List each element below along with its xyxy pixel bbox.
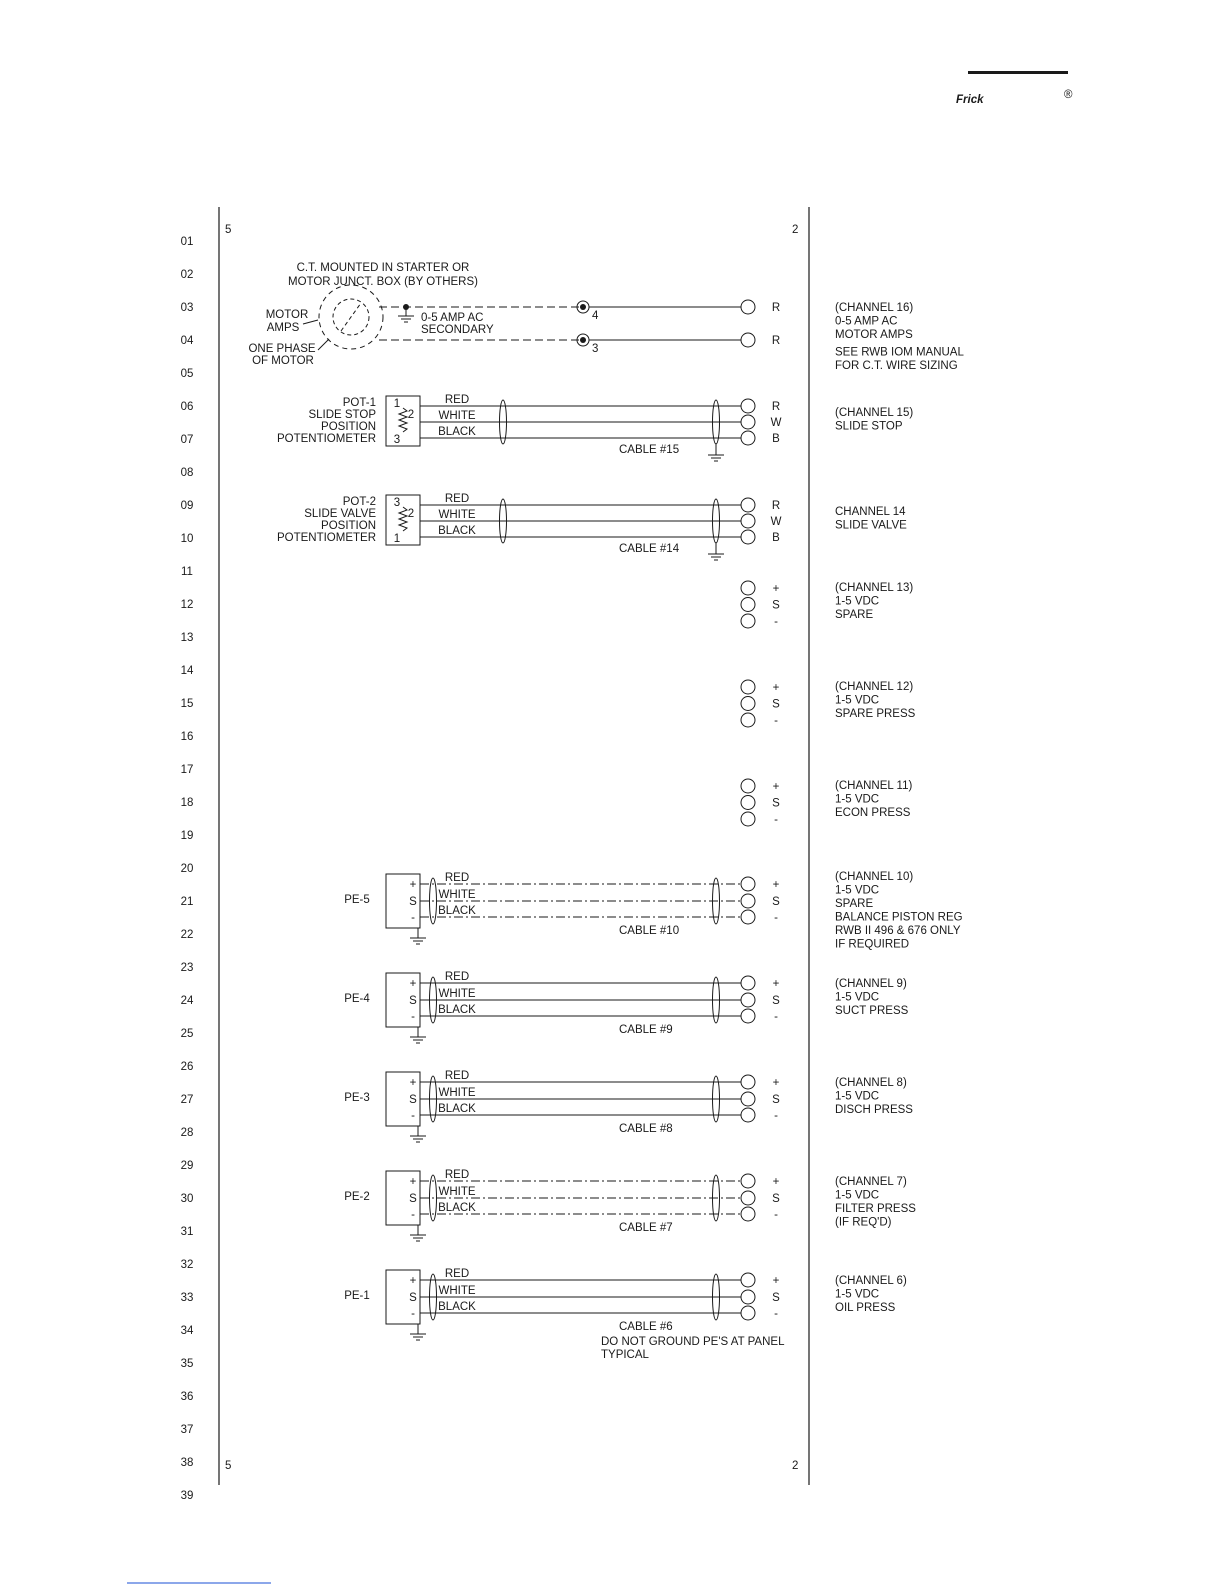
panel-terminal-label: - xyxy=(774,715,778,727)
pot-description: SLIDE STOP xyxy=(308,409,376,421)
panel-terminal xyxy=(741,333,755,347)
transducer-pin: + xyxy=(409,978,417,990)
transducer-pin: - xyxy=(411,1209,415,1221)
panel-terminal-label: + xyxy=(772,583,780,595)
panel-terminal xyxy=(741,1108,755,1122)
resistor-icon xyxy=(399,408,407,432)
motor-amps-line-1: MOTOR xyxy=(265,309,309,321)
channel-detail: MOTOR AMPS xyxy=(835,329,913,341)
channel-detail: FILTER PRESS xyxy=(835,1203,916,1215)
channel-description xyxy=(835,302,964,372)
panel-terminal-label: B xyxy=(772,433,780,445)
cable-label: CABLE #7 xyxy=(619,1222,673,1234)
pressure-transducer-section xyxy=(344,872,780,1340)
ground-icon xyxy=(410,1327,426,1340)
row-number: 19 xyxy=(180,830,194,842)
row-number: 16 xyxy=(180,731,194,743)
row-number: 15 xyxy=(180,698,194,710)
row-number: 39 xyxy=(180,1490,194,1502)
panel-terminal xyxy=(741,697,755,711)
cable-label: CABLE #8 xyxy=(619,1123,673,1135)
row-number: 21 xyxy=(180,896,194,908)
pot-pin: 3 xyxy=(393,497,401,509)
channel-detail: SLIDE VALVE xyxy=(835,519,907,532)
terminal-label-3: 3 xyxy=(592,343,599,355)
pot-pin: 1 xyxy=(393,398,401,410)
ground-icon xyxy=(410,1030,426,1043)
channel-detail: 1-5 VDC xyxy=(835,595,880,608)
row-number: 02 xyxy=(180,269,194,281)
row-number: 07 xyxy=(180,434,194,446)
channel-detail: SLIDE STOP xyxy=(835,420,903,433)
transducer-pin: + xyxy=(409,879,417,891)
wire-color-label: BLACK xyxy=(438,1301,476,1313)
channel-description xyxy=(835,582,913,621)
channel-description xyxy=(835,871,963,951)
channel-detail: 1-5 VDC xyxy=(835,884,880,897)
channel-detail: FOR C.T. WIRE SIZING xyxy=(835,360,958,372)
row-number: 04 xyxy=(180,335,194,347)
row-number: 32 xyxy=(180,1259,194,1271)
column-number-bottom-left: 5 xyxy=(225,1460,232,1472)
channel-detail: RWB II 496 & 676 ONLY xyxy=(835,925,961,937)
panel-terminal xyxy=(741,431,755,445)
panel-terminal-label: S xyxy=(772,1094,780,1106)
wire-color-label: RED xyxy=(444,872,470,884)
pressure-transducer-2 xyxy=(344,1169,780,1241)
row-numbers xyxy=(181,236,194,1502)
ct-secondary-line-1: 0-5 AMP AC xyxy=(421,312,484,324)
ground-icon xyxy=(410,1228,426,1241)
panel-terminal-label: - xyxy=(774,814,778,826)
potentiometer-2 xyxy=(277,493,782,560)
potentiometer-section xyxy=(277,394,782,560)
wire-color-label: BLACK xyxy=(438,525,476,537)
wire-color-label: RED xyxy=(444,1070,470,1082)
transducer-pin: - xyxy=(411,912,415,924)
channel-title: (CHANNEL 6) xyxy=(835,1275,907,1287)
panel-terminal xyxy=(741,779,755,793)
panel-terminal xyxy=(741,910,755,924)
ct-header-line-1: C.T. MOUNTED IN STARTER OR xyxy=(296,262,470,274)
spare-terminal-group xyxy=(741,779,780,826)
motor-amps-line-2: AMPS xyxy=(266,322,300,334)
panel-terminal xyxy=(741,1174,755,1188)
panel-terminal-label: - xyxy=(774,1308,778,1320)
channel-detail: ECON PRESS xyxy=(835,807,911,819)
channel-title: (CHANNEL 10) xyxy=(835,871,914,883)
ground-icon xyxy=(410,1129,426,1142)
panel-terminal-label: + xyxy=(772,1275,780,1287)
panel-terminal xyxy=(741,713,755,727)
spare-terminal-group xyxy=(741,680,780,727)
pot-pin: 2 xyxy=(407,409,415,421)
panel-terminal-label: B xyxy=(772,532,780,544)
frick-logo xyxy=(956,71,1073,106)
panel-terminal xyxy=(741,581,755,595)
channel-detail: 1-5 VDC xyxy=(835,1090,880,1103)
pot-pin: 2 xyxy=(407,508,415,520)
row-number: 38 xyxy=(180,1457,194,1469)
transducer-name: PE-5 xyxy=(344,894,370,906)
panel-terminal-label: R xyxy=(771,401,781,413)
panel-terminal-label: S xyxy=(772,698,780,711)
wire-color-label: WHITE xyxy=(438,509,476,521)
channel-title: (CHANNEL 9) xyxy=(835,978,907,990)
wire-color-label: BLACK xyxy=(438,1103,476,1115)
wire-color-label: BLACK xyxy=(438,1202,476,1214)
row-number: 20 xyxy=(180,863,194,875)
channel-description xyxy=(835,1077,913,1116)
panel-terminal-label: - xyxy=(774,616,778,628)
row-number: 36 xyxy=(180,1391,194,1403)
panel-terminal xyxy=(741,1009,755,1023)
spare-terminal-section xyxy=(741,581,780,826)
pot-description: SLIDE VALVE xyxy=(304,508,376,520)
wire-color-label: RED xyxy=(444,971,470,983)
panel-terminal-label: - xyxy=(774,1209,778,1221)
channel-title: (CHANNEL 13) xyxy=(835,582,914,594)
panel-terminal xyxy=(741,498,755,512)
panel-terminal-label: S xyxy=(772,797,780,810)
resistor-icon xyxy=(399,507,407,531)
one-phase-line-1: ONE PHASE xyxy=(248,343,316,355)
channel-detail: SPARE xyxy=(835,898,874,910)
panel-terminal-label: + xyxy=(772,978,780,990)
wire-color-label: RED xyxy=(444,493,470,505)
row-number: 31 xyxy=(180,1226,194,1238)
channel-detail: SPARE PRESS xyxy=(835,708,916,720)
panel-terminal xyxy=(741,877,755,891)
panel-terminal-label: R xyxy=(771,335,781,347)
channel-detail: (IF REQ'D) xyxy=(835,1216,892,1229)
pot-pin: 3 xyxy=(393,434,401,446)
panel-terminal xyxy=(741,1273,755,1287)
row-number: 13 xyxy=(180,632,194,644)
row-number: 09 xyxy=(180,500,194,512)
column-number-top-left: 5 xyxy=(225,224,232,236)
row-number: 03 xyxy=(180,302,194,314)
panel-terminal xyxy=(741,300,755,314)
panel-terminal xyxy=(741,1075,755,1089)
pot-pin: 1 xyxy=(393,533,401,545)
panel-terminal xyxy=(741,1290,755,1304)
pot-description: POTENTIOMETER xyxy=(276,532,376,544)
panel-terminal xyxy=(741,514,755,528)
note-line-1: DO NOT GROUND PE'S AT PANEL xyxy=(601,1336,785,1348)
ct-secondary-line-2: SECONDARY xyxy=(421,324,494,336)
cable-label: CABLE #15 xyxy=(619,444,680,456)
panel-terminal xyxy=(741,530,755,544)
pressure-transducer-4 xyxy=(344,971,780,1043)
panel-terminal xyxy=(741,993,755,1007)
panel-terminal-label: + xyxy=(772,1077,780,1089)
row-number: 28 xyxy=(180,1127,194,1139)
transducer-pin: + xyxy=(409,1275,417,1287)
channel-description xyxy=(835,1176,916,1229)
panel-terminal xyxy=(741,1207,755,1221)
row-number: 05 xyxy=(180,368,194,380)
row-number: 26 xyxy=(180,1061,194,1073)
one-phase-line-2: OF MOTOR xyxy=(252,355,314,367)
row-number: 25 xyxy=(180,1028,194,1040)
panel-terminal-label: S xyxy=(772,1292,780,1304)
channel-descriptions xyxy=(835,302,964,1314)
pot-description: POTENTIOMETER xyxy=(276,433,376,445)
pot-description: POSITION xyxy=(321,421,376,433)
cable-label: CABLE #10 xyxy=(619,925,680,937)
channel-title: (CHANNEL 11) xyxy=(835,780,913,792)
channel-title: (CHANNEL 15) xyxy=(835,407,914,419)
panel-terminal xyxy=(741,1191,755,1205)
channel-description xyxy=(835,681,916,720)
transducer-pin: S xyxy=(409,1193,417,1205)
transducer-pin: S xyxy=(409,995,417,1007)
panel-terminal xyxy=(741,399,755,413)
ct-section xyxy=(248,262,780,367)
row-number: 06 xyxy=(180,401,194,413)
row-number: 22 xyxy=(180,929,194,941)
pressure-transducer-5 xyxy=(344,872,780,944)
panel-terminal-label: R xyxy=(771,302,781,314)
channel-detail: 0-5 AMP AC xyxy=(835,315,898,328)
ground-icon xyxy=(708,448,724,461)
logo-text: Frick xyxy=(956,94,984,106)
wire-color-label: WHITE xyxy=(438,1186,476,1198)
transducer-name: PE-1 xyxy=(344,1290,370,1302)
row-number: 11 xyxy=(181,566,193,578)
channel-title: (CHANNEL 16) xyxy=(835,302,914,314)
panel-terminal-label: S xyxy=(772,1193,780,1205)
row-number: 33 xyxy=(180,1292,194,1304)
channel-detail: IF REQUIRED xyxy=(835,938,910,951)
transducer-pin: - xyxy=(411,1011,415,1023)
channel-detail: SEE RWB IOM MANUAL xyxy=(835,346,964,359)
transducer-name: PE-2 xyxy=(344,1191,370,1203)
wire-color-label: BLACK xyxy=(438,426,476,438)
pot-description: POSITION xyxy=(321,520,376,532)
panel-terminal xyxy=(741,1306,755,1320)
wire-color-label: RED xyxy=(444,394,470,406)
panel-terminal-label: W xyxy=(770,417,782,429)
channel-detail: OIL PRESS xyxy=(835,1302,896,1314)
channel-description xyxy=(835,407,913,433)
cable-label: CABLE #6 xyxy=(619,1321,673,1333)
row-number: 34 xyxy=(180,1325,194,1337)
transducer-pin: - xyxy=(411,1308,415,1320)
channel-title: CHANNEL 14 xyxy=(835,506,906,518)
logo-registered-mark: ® xyxy=(1064,89,1073,101)
channel-detail: SPARE xyxy=(835,609,874,621)
panel-terminal xyxy=(741,976,755,990)
row-number: 14 xyxy=(180,665,194,677)
wire-color-label: BLACK xyxy=(438,905,476,917)
channel-description xyxy=(835,978,909,1017)
panel-terminal-label: S xyxy=(772,995,780,1007)
wire-color-label: RED xyxy=(444,1268,470,1280)
channel-detail: DISCH PRESS xyxy=(835,1104,913,1116)
cable-label: CABLE #14 xyxy=(619,543,680,555)
ground-icon xyxy=(708,547,724,560)
row-number: 23 xyxy=(180,962,194,974)
panel-terminal-label: W xyxy=(770,516,782,528)
channel-description xyxy=(835,1275,907,1314)
wire-color-label: RED xyxy=(444,1169,470,1181)
potentiometer-1 xyxy=(277,394,782,461)
panel-terminal xyxy=(741,894,755,908)
row-number: 24 xyxy=(180,995,194,1007)
channel-description xyxy=(835,780,912,819)
panel-terminal-label: - xyxy=(774,1110,778,1122)
spare-terminal-group xyxy=(741,581,780,628)
panel-terminal xyxy=(741,614,755,628)
panel-terminal xyxy=(741,680,755,694)
row-number: 29 xyxy=(180,1160,194,1172)
panel-terminal-label: + xyxy=(772,682,780,694)
row-number: 12 xyxy=(180,599,194,611)
panel-terminal xyxy=(741,1092,755,1106)
row-number: 01 xyxy=(180,236,194,248)
column-number-bottom-right: 2 xyxy=(792,1460,799,1472)
cable-label: CABLE #9 xyxy=(619,1024,673,1036)
row-number: 10 xyxy=(180,533,194,545)
wire-color-label: WHITE xyxy=(438,889,476,901)
channel-detail: 1-5 VDC xyxy=(835,1189,880,1202)
pot-name: POT-2 xyxy=(342,496,376,508)
wire-color-label: WHITE xyxy=(438,410,476,422)
channel-title: (CHANNEL 7) xyxy=(835,1176,907,1188)
panel-terminal-label: S xyxy=(772,896,780,908)
panel-terminal xyxy=(741,812,755,826)
row-number: 27 xyxy=(180,1094,194,1106)
wire-color-label: WHITE xyxy=(438,988,476,1000)
terminal-label-4: 4 xyxy=(592,310,599,322)
wire-color-label: BLACK xyxy=(438,1004,476,1016)
transducer-pin: S xyxy=(409,1292,417,1304)
channel-detail: 1-5 VDC xyxy=(835,1288,880,1301)
transducer-pin: + xyxy=(409,1176,417,1188)
channel-detail: 1-5 VDC xyxy=(835,991,880,1004)
panel-terminal-label: + xyxy=(772,1176,780,1188)
panel-terminal-label: + xyxy=(772,879,780,891)
transducer-name: PE-4 xyxy=(344,993,370,1005)
panel-terminal-label: R xyxy=(771,500,781,512)
channel-title: (CHANNEL 12) xyxy=(835,681,914,693)
column-number-top-right: 2 xyxy=(792,224,799,236)
transducer-name: PE-3 xyxy=(344,1092,370,1104)
row-number: 08 xyxy=(180,467,194,479)
transducer-pin: + xyxy=(409,1077,417,1089)
channel-detail: SUCT PRESS xyxy=(835,1005,909,1017)
channel-detail: 1-5 VDC xyxy=(835,694,880,707)
wire-color-label: WHITE xyxy=(438,1285,476,1297)
row-number: 37 xyxy=(180,1424,194,1436)
row-number: 18 xyxy=(180,797,194,809)
panel-terminal-label: - xyxy=(774,1011,778,1023)
channel-detail: 1-5 VDC xyxy=(835,793,880,806)
pressure-transducer-3 xyxy=(344,1070,780,1142)
panel-terminal-label: - xyxy=(774,912,778,924)
row-number: 17 xyxy=(180,764,194,776)
channel-title: (CHANNEL 8) xyxy=(835,1077,907,1089)
panel-terminal xyxy=(741,598,755,612)
row-number: 35 xyxy=(180,1358,194,1370)
note-line-2: TYPICAL xyxy=(601,1349,649,1361)
transducer-pin: S xyxy=(409,896,417,908)
ground-icon xyxy=(410,931,426,944)
ct-header-line-2: MOTOR JUNCT. BOX (BY OTHERS) xyxy=(288,276,478,288)
channel-description xyxy=(835,506,907,532)
wire-color-label: WHITE xyxy=(438,1087,476,1099)
panel-terminal xyxy=(741,796,755,810)
pressure-transducer-1 xyxy=(344,1268,780,1340)
channel-detail: BALANCE PISTON REG xyxy=(835,911,963,924)
transducer-pin: - xyxy=(411,1110,415,1122)
panel-terminal-label: S xyxy=(772,599,780,612)
row-number: 30 xyxy=(180,1193,194,1205)
panel-terminal-label: + xyxy=(772,781,780,793)
pot-name: POT-1 xyxy=(342,397,376,409)
transducer-pin: S xyxy=(409,1094,417,1106)
panel-terminal xyxy=(741,415,755,429)
